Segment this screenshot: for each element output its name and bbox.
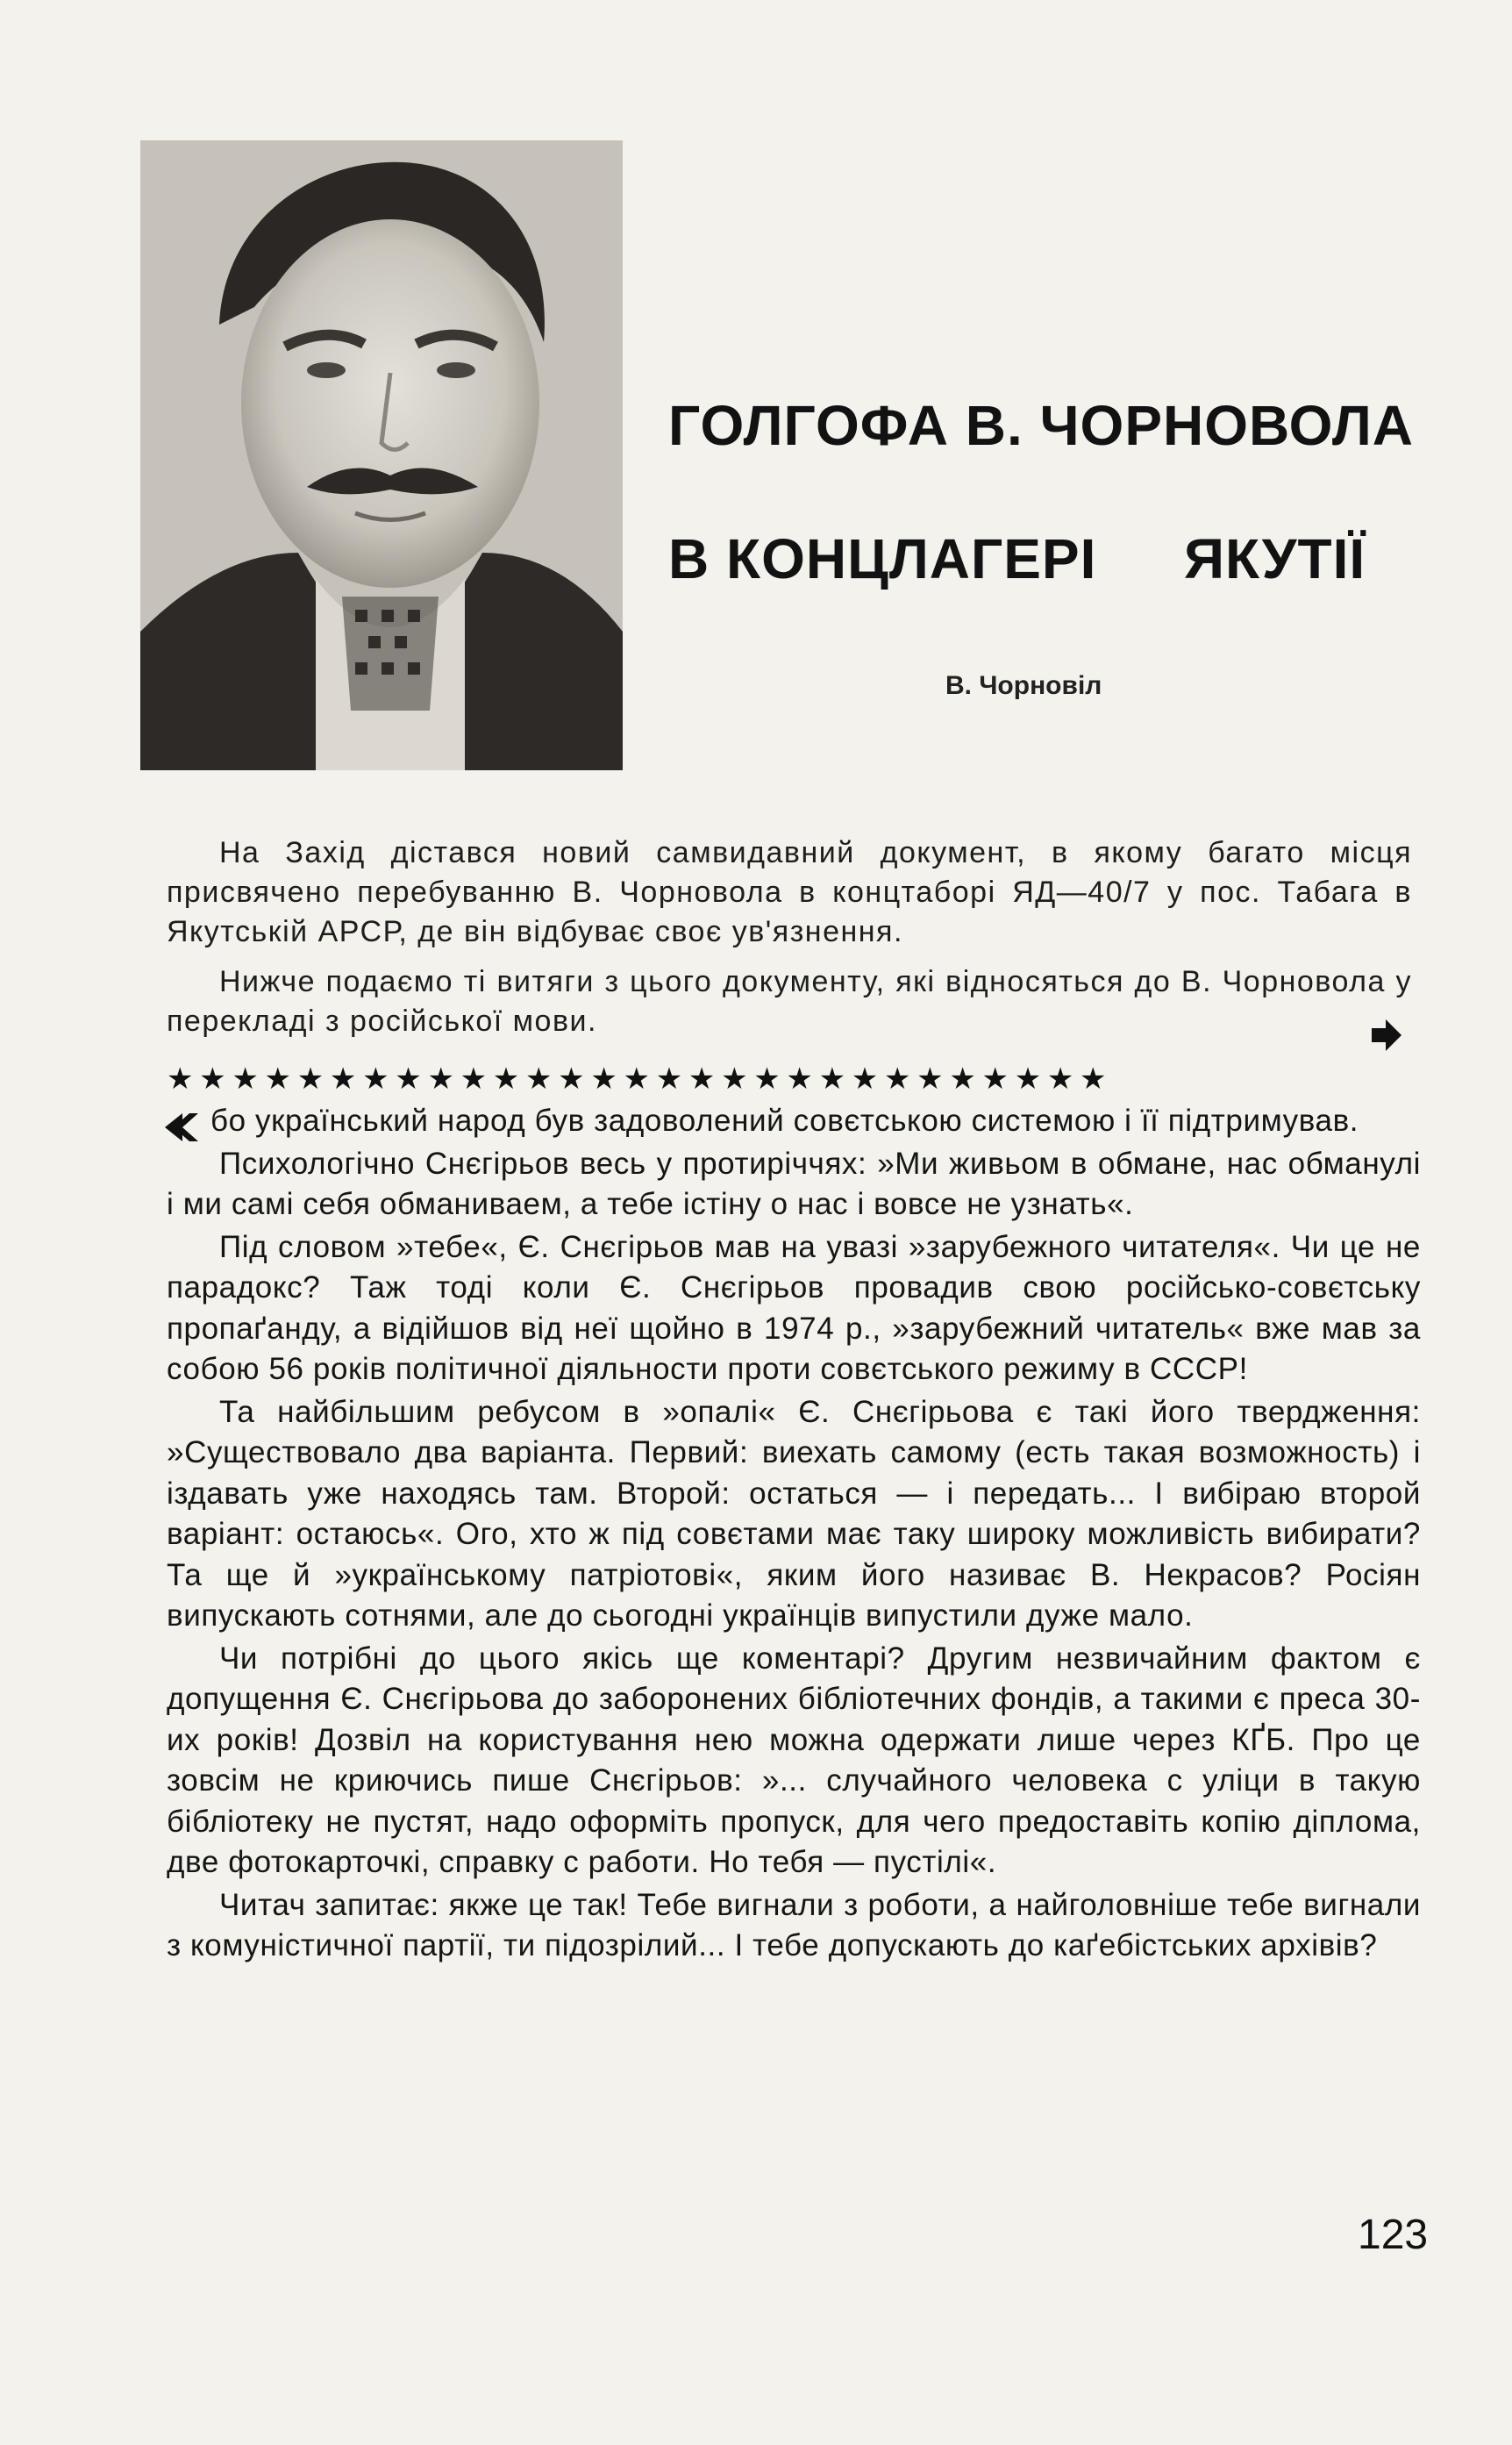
page-number: 123 — [1358, 2212, 1429, 2258]
author-portrait-photo — [140, 140, 623, 770]
body-paragraph-6: Читач запитає: якже це так! Тебе вигнали з роботи, а найголовніше тебе вигнали з комуністичної партії, ти підозрілий... І тебе допускають до каґебістських архівів? — [167, 1887, 1421, 1962]
article-author: В. Чорновіл — [945, 671, 1102, 700]
portrait-photo-image — [140, 140, 623, 770]
body-paragraph-3: Під словом »тебе«, Є. Снєгірьов мав на увазі »зарубежного читателя«. Чи це не парадокс? Таж тоді коли Є. Снєгірьов провадив свою російсько-совєтську пропаґанду, а відійшов від неї щойно в 1974 р., »зарубежний читатель« вже мав за собою 56 років політичної діяльности проти совєтського режиму в СССР! — [167, 1229, 1421, 1386]
body-paragraph-4: Та найбільшим ребусом в »опалі« Є. Снєгірьова є такі його твердження: »Существовало два варіанта. Первий: виехать самому (есть такая возможность) і іздавать уже находясь там. Второй: остаться — і передать... І вибіраю второй варіант: остаюсь«. Ого, хто ж під совєтами має таку широку можливість вибирати? Та ще й »українському патріотові«, яким його називає В. Некрасов? Росіян випускають сотнями, але до сьогодні українців випустили дуже мало. — [167, 1394, 1421, 1633]
article-title-line1: ГОЛГОФА В. ЧОРНОВОЛА — [668, 394, 1414, 457]
article-title-line2-right: ЯКУТІЇ — [1184, 527, 1366, 590]
intro-section — [167, 833, 1412, 1052]
body-paragraph-5: Чи потрібні до цього якісь ще коментарі? Другим незвичайним фактом є допущення Є. Снєгірьова до заборонених бібліотечних фондів, а такими є преса 30-их років! Дозвіл на користування нею можна одержати лише через КҐБ. Про це зовсім не криючись пише Снєгірьов: »... случайного человека с уліци в такую бібліотеку не пустят, надо оформіть пропуск, для чего предоставіть копію діплома, две фотокарточкі, справку с работи. Но тебя — пустілі«. — [167, 1641, 1421, 1879]
body-paragraph-1: бо український народ був задоволений совєтською системою і її підтримував. — [210, 1104, 1359, 1138]
star-divider: ★★★★★★★★★★★★★★★★★★★★★★★★★★★★★ — [167, 1062, 1113, 1096]
body-paragraph-2: Психологічно Снєгірьов весь у протиріччях: »Ми живьом в обмане, нас обманулі і ми самі себя обманиваем, а тебе істіну о нас і вовсе не узнать«. — [167, 1146, 1421, 1221]
intro-paragraph-1: На Захід дістався новий самвидавний документ, в якому багато місця присвячено перебуванню В. Чорновола в концтаборі ЯД—40/7 у пос. Табага в Якутській АРСР, де він відбуває своє ув'язнення. — [167, 836, 1412, 948]
article-title-line2-left: В КОНЦЛАГЕРІ — [668, 527, 1097, 590]
article-body — [167, 1101, 1421, 1969]
continue-arrow-right-icon — [1368, 1018, 1403, 1053]
intro-paragraph-2: Нижче подаємо ті витяги з цього документу, які відносяться до В. Чорновола у перекладі з російської мови. — [167, 965, 1412, 1038]
